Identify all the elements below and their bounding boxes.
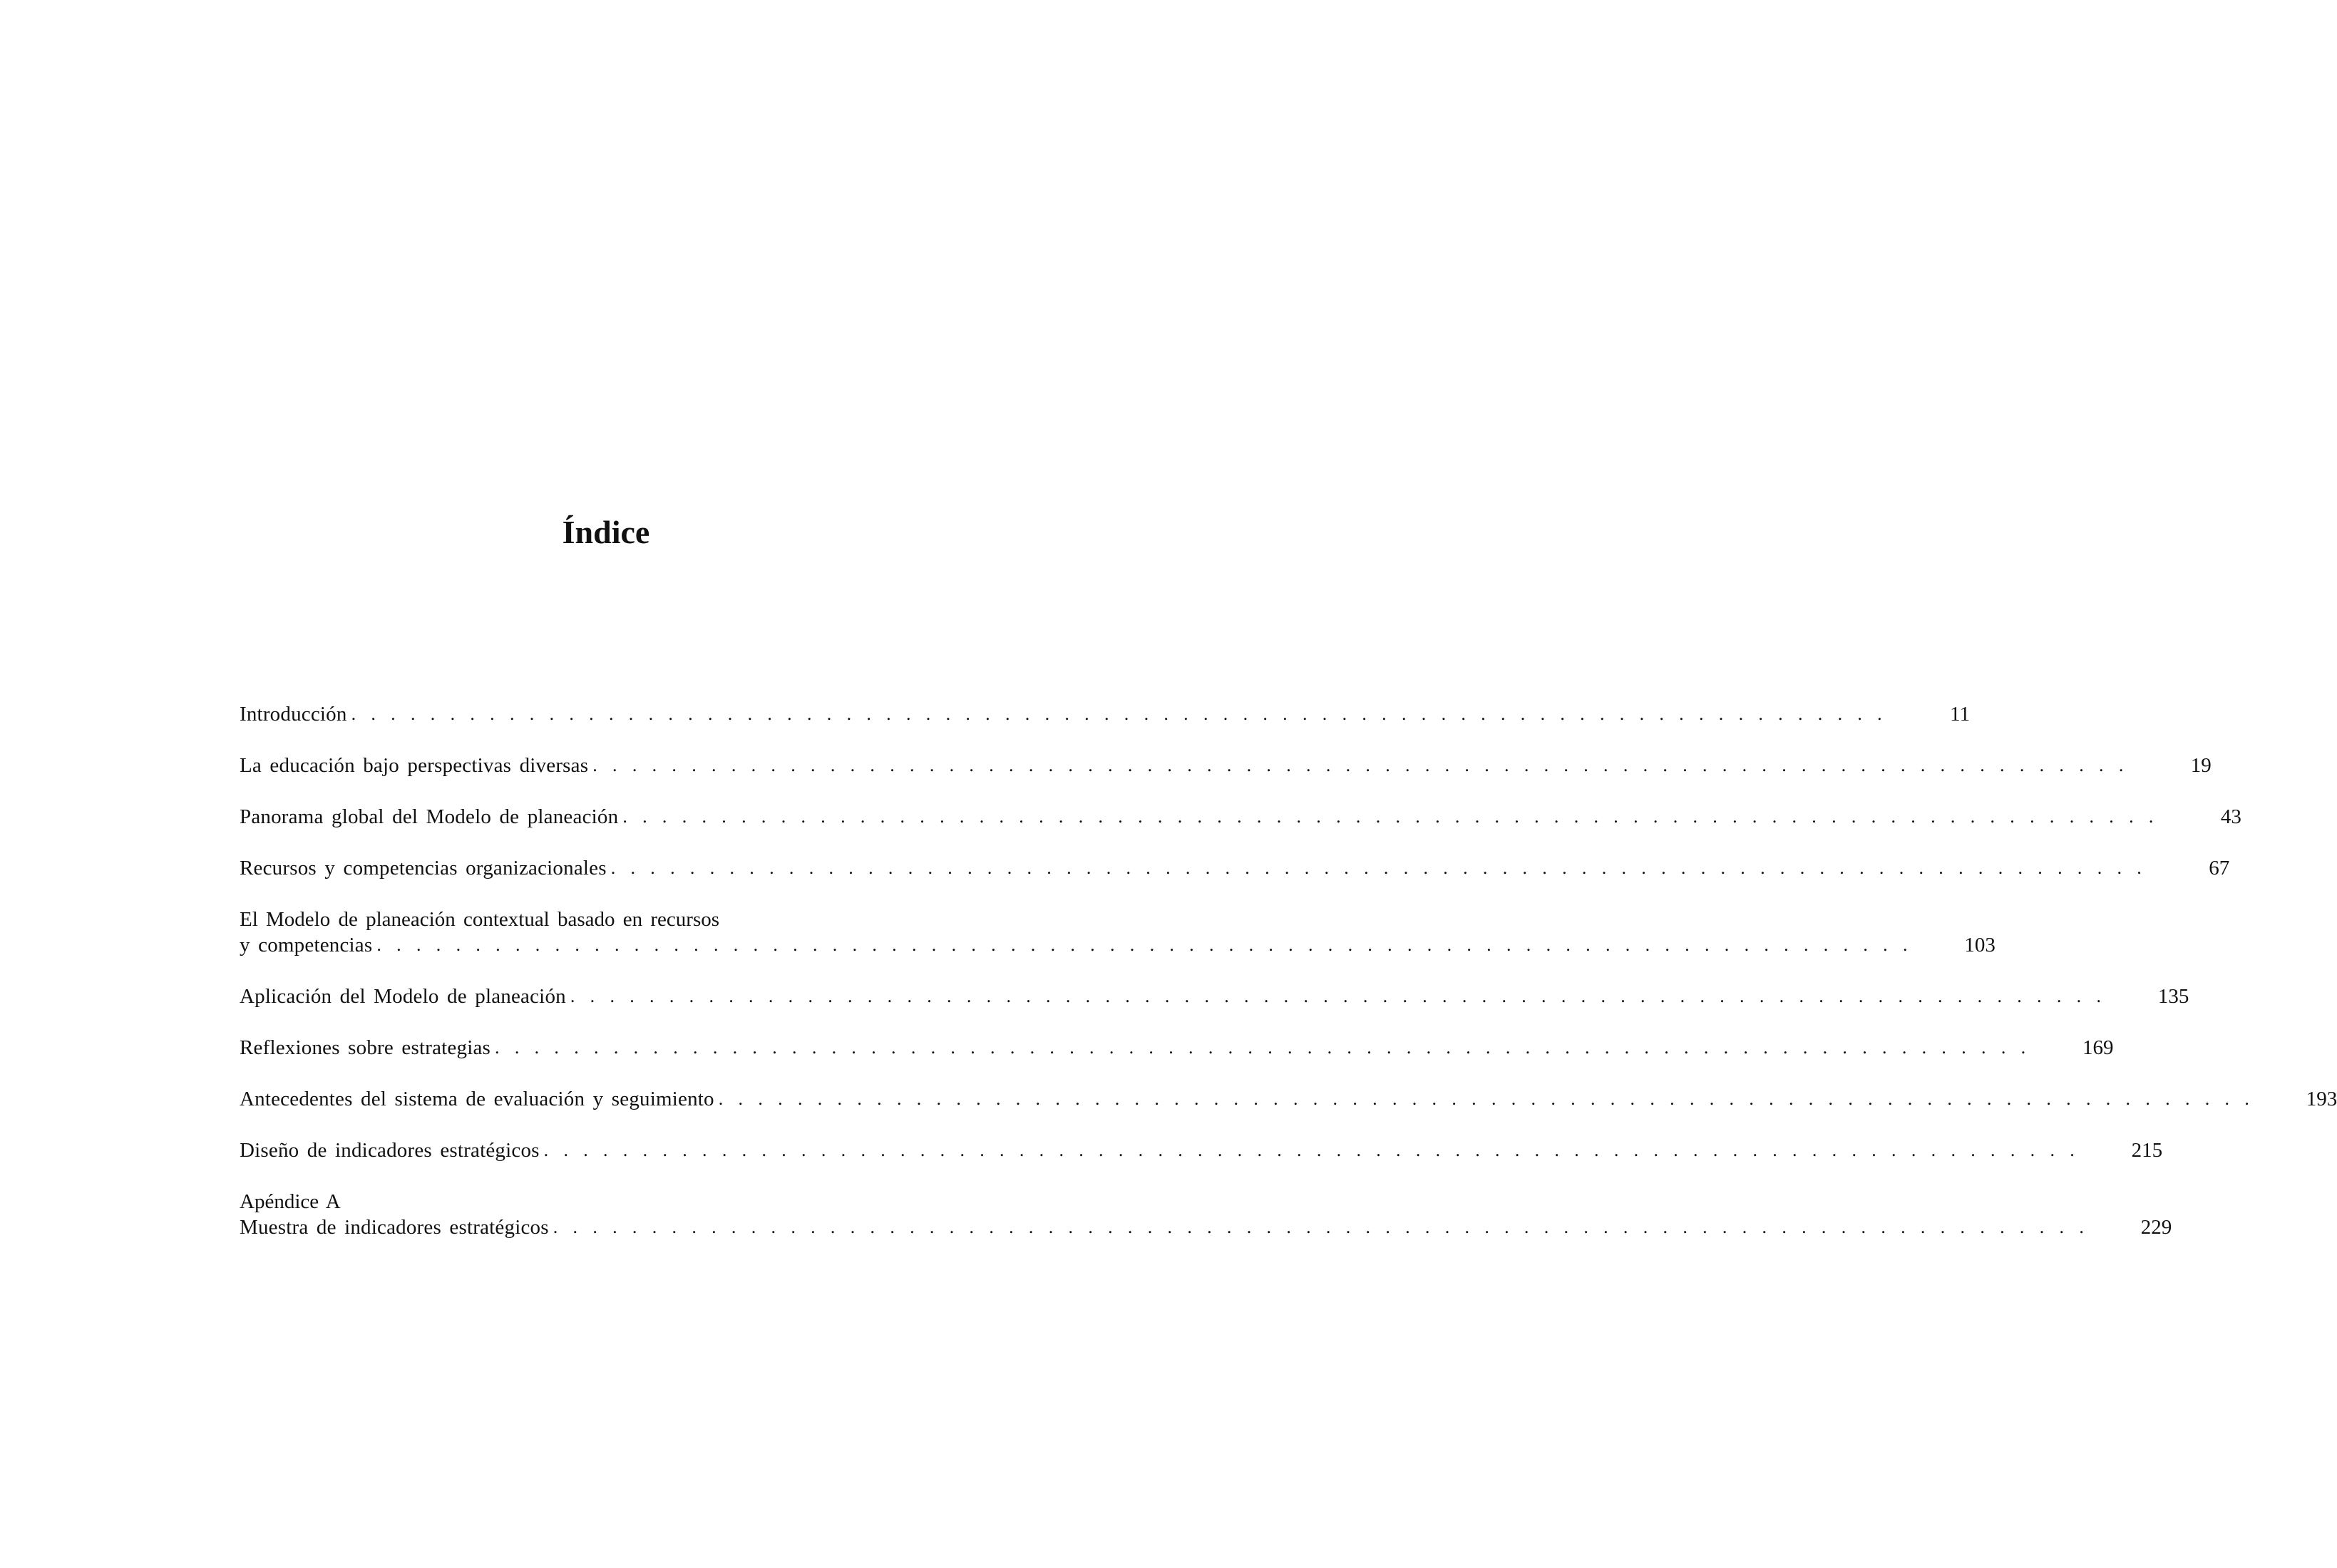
toc-entry-title: y competencias	[240, 934, 373, 956]
page-title: Índice	[562, 514, 650, 550]
dot-leader: . . . . . . . . . . . . . . . . . . . . . . . . . . . . . . . . . . . . . . . . . . . . . . . . . . . . . . . . . . . . . . . . . . . . . . . . . . . . . .	[718, 1088, 2255, 1109]
toc-entry[interactable]	[240, 804, 2241, 855]
toc-page-number: 19	[2190, 754, 2212, 777]
table-of-contents	[240, 701, 2337, 1266]
toc-line	[240, 1035, 2114, 1061]
toc-page-number: 67	[2209, 857, 2230, 880]
dot-leader: . . . . . . . . . . . . . . . . . . . . . . . . . . . . . . . . . . . . . . . . . . . . . . . . . . . . . . . . . . . . . . . . . . . . . . . . . . . . . .	[376, 934, 1913, 955]
toc-entry[interactable]	[240, 1035, 2114, 1086]
toc-entry[interactable]	[240, 1086, 2337, 1138]
toc-entry[interactable]	[240, 1138, 2163, 1189]
toc-entry[interactable]	[240, 1189, 2172, 1266]
toc-entry-title-first-line: El Modelo de planeación contextual basado en recursos	[240, 908, 720, 931]
toc-line	[240, 984, 2189, 1009]
dot-leader: . . . . . . . . . . . . . . . . . . . . . . . . . . . . . . . . . . . . . . . . . . . . . . . . . . . . . . . . . . . . . . . . . . . . . . . . . . . . . .	[592, 755, 2129, 775]
toc-page-number: 11	[1950, 703, 1971, 726]
toc-entry-title: Introducción	[240, 703, 347, 726]
toc-page-number: 43	[2220, 805, 2241, 828]
dot-leader: . . . . . . . . . . . . . . . . . . . . . . . . . . . . . . . . . . . . . . . . . . . . . . . . . . . . . . . . . . . . . . . . . . . . . . . . . . . . . .	[570, 986, 2107, 1006]
toc-line	[240, 1214, 2172, 1240]
toc-entry-title: Recursos y competencias organizacionales	[240, 857, 607, 880]
toc-entry-title: Diseño de indicadores estratégicos	[240, 1139, 540, 1162]
dot-leader: . . . . . . . . . . . . . . . . . . . . . . . . . . . . . . . . . . . . . . . . . . . . . . . . . . . . . . . . . . . . . . . . . . . . . . . . . . . . . .	[610, 857, 2147, 878]
dot-leader: . . . . . . . . . . . . . . . . . . . . . . . . . . . . . . . . . . . . . . . . . . . . . . . . . . . . . . . . . . . . . . . . . . . . . . . . . . . . . .	[622, 806, 2159, 827]
toc-entry[interactable]	[240, 855, 2230, 907]
toc-page-number: 229	[2140, 1216, 2172, 1239]
dot-leader: . . . . . . . . . . . . . . . . . . . . . . . . . . . . . . . . . . . . . . . . . . . . . . . . . . . . . . . . . . . . . . . . . . . . . . . . . . . . . .	[543, 1140, 2080, 1160]
dot-leader: . . . . . . . . . . . . . . . . . . . . . . . . . . . . . . . . . . . . . . . . . . . . . . . . . . . . . . . . . . . . . . . . . . . . . . . . . . . . . .	[351, 703, 1888, 724]
dot-leader: . . . . . . . . . . . . . . . . . . . . . . . . . . . . . . . . . . . . . . . . . . . . . . . . . . . . . . . . . . . . . . . . . . . . . . . . . . . . . .	[553, 1217, 2090, 1237]
toc-entry-title: Panorama global del Modelo de planeación	[240, 805, 619, 828]
toc-entry-title: Muestra de indicadores estratégicos	[240, 1216, 549, 1239]
toc-page-number: 103	[1964, 934, 1996, 956]
toc-entry-title-first-line: Apéndice A	[240, 1190, 341, 1213]
toc-entry-title: Aplicación del Modelo de planeación	[240, 985, 566, 1008]
toc-line	[240, 855, 2230, 881]
toc-line	[240, 753, 2212, 778]
toc-entry-title: La educación bajo perspectivas diversas	[240, 754, 589, 777]
toc-line	[240, 932, 1996, 958]
toc-page-number: 193	[2306, 1088, 2337, 1110]
toc-line	[240, 804, 2241, 830]
dot-leader: . . . . . . . . . . . . . . . . . . . . . . . . . . . . . . . . . . . . . . . . . . . . . . . . . . . . . . . . . . . . . . . . . . . . . . . . . . . . . .	[495, 1037, 2031, 1058]
toc-entry[interactable]	[240, 753, 2212, 804]
toc-entry[interactable]	[240, 907, 1996, 984]
toc-page-number: 215	[2131, 1139, 2163, 1162]
toc-page-number: 135	[2157, 985, 2189, 1008]
toc-entry-title: Reflexiones sobre estrategias	[240, 1036, 491, 1059]
toc-entry[interactable]	[240, 984, 2189, 1035]
toc-line	[240, 701, 1971, 727]
toc-page-number: 169	[2082, 1036, 2114, 1059]
toc-entry[interactable]	[240, 701, 1971, 753]
toc-entry-title: Antecedentes del sistema de evaluación y seguimiento	[240, 1088, 714, 1110]
toc-line	[240, 1138, 2163, 1163]
toc-line	[240, 1086, 2337, 1112]
